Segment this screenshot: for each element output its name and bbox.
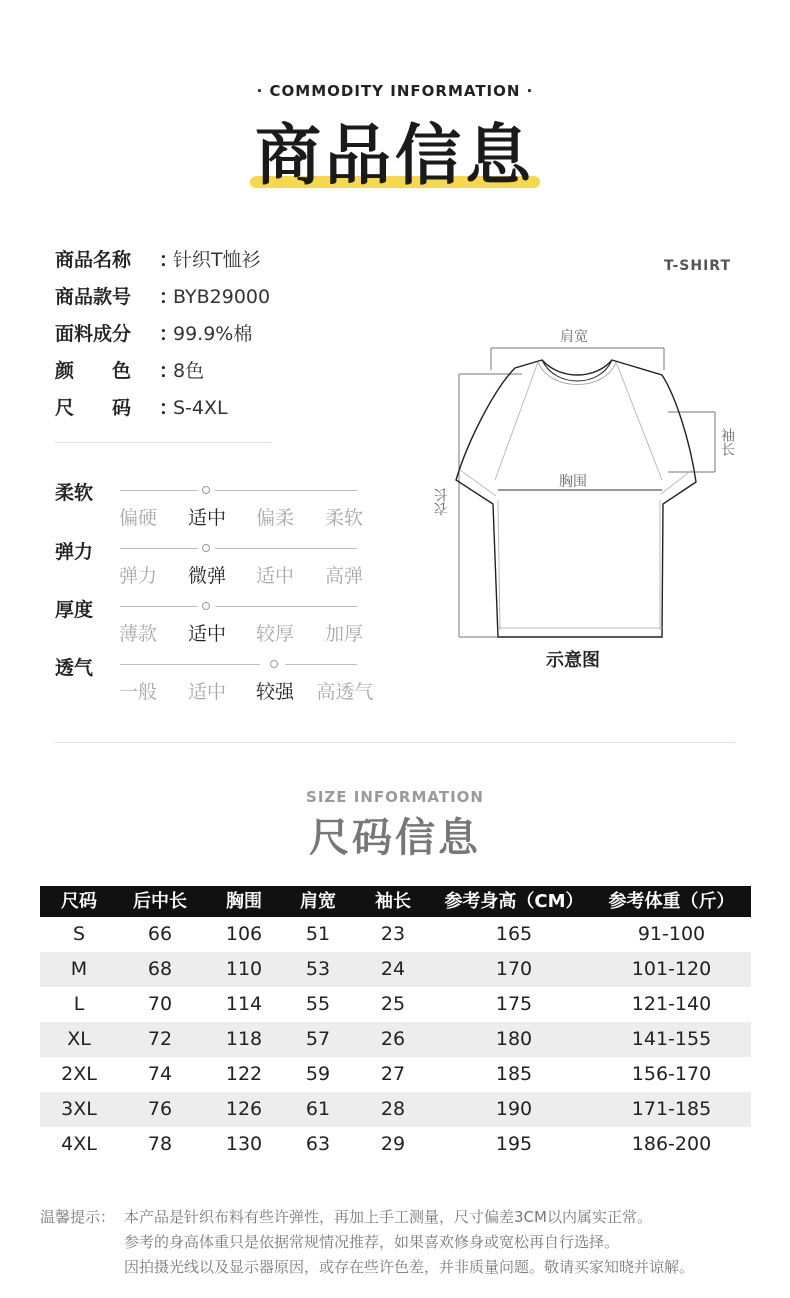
col-header: 参考身高（CM） [444, 891, 584, 912]
notes-label: 温馨提示： [40, 1208, 116, 1226]
attr-option-selected: 适中 [187, 507, 226, 529]
commodity-info-subtitle: · COMMODITY INFORMATION · [256, 82, 534, 100]
info-colon: ： [159, 249, 179, 271]
cell: 180 [495, 1028, 533, 1050]
cell: 101-120 [631, 958, 712, 980]
cell: 53 [305, 958, 331, 980]
attr-option: 适中 [187, 681, 226, 703]
attr-option: 薄款 [118, 623, 157, 645]
scale-line [215, 548, 357, 549]
cell: 118 [225, 1028, 263, 1050]
info-row-style-no [55, 283, 270, 311]
scale-line [215, 490, 357, 491]
sleeve-length-label: 袖长 [719, 428, 735, 456]
table-row [40, 1057, 751, 1092]
cell: 61 [305, 1098, 331, 1120]
cell: 63 [305, 1133, 331, 1155]
info-colon: ： [159, 286, 179, 308]
main-title-wrap [0, 118, 790, 194]
cell: 2XL [61, 1063, 97, 1085]
scale-marker [270, 660, 278, 668]
attr-option-selected: 较强 [255, 681, 294, 703]
cell: 175 [495, 993, 533, 1015]
cell: 156-170 [631, 1063, 712, 1085]
notes-line: 参考的身高体重只是依据常规情况推荐，如果喜欢修身或宽松再自行选择。 [124, 1233, 620, 1251]
tshirt-tag: T-SHIRT [664, 258, 732, 274]
col-header: 袖长 [375, 891, 411, 912]
attr-option-selected: 适中 [187, 623, 226, 645]
cell: 3XL [61, 1098, 97, 1120]
diagram-caption: 示意图 [546, 650, 600, 671]
col-header: 后中长 [133, 891, 187, 912]
attr-option: 弹力 [118, 565, 157, 587]
scale-marker [202, 544, 210, 552]
cell: 24 [380, 958, 406, 980]
notes-line: 本产品是针织布料有些许弹性，再加上手工测量，尺寸偏差3CM以内属实正常。 [124, 1208, 652, 1226]
scale-line [215, 606, 357, 607]
cell: 66 [147, 923, 173, 945]
attr-label-softness: 柔软 [55, 482, 94, 504]
info-divider [55, 442, 271, 443]
info-key: 尺 码 [55, 397, 132, 419]
col-header: 尺码 [61, 891, 97, 912]
cell: 25 [380, 993, 406, 1015]
attr-option: 高透气 [316, 681, 374, 703]
cell: 72 [147, 1028, 173, 1050]
cell: 68 [147, 958, 173, 980]
attr-option: 偏硬 [118, 507, 157, 529]
page-title: 商品信息 [255, 117, 535, 194]
cell: 106 [225, 923, 263, 945]
cell: 141-155 [631, 1028, 712, 1050]
cell: 122 [225, 1063, 263, 1085]
attr-option: 一般 [118, 681, 157, 703]
attr-option: 适中 [255, 565, 294, 587]
info-value: BYB29000 [173, 286, 271, 308]
cell: 74 [147, 1063, 173, 1085]
table-row [40, 917, 751, 952]
attr-label-thickness: 厚度 [55, 599, 94, 621]
cell: 186-200 [631, 1133, 712, 1155]
cell: 28 [380, 1098, 406, 1120]
info-key: 商品名称 [55, 249, 132, 271]
scale-marker [202, 602, 210, 610]
cell: 165 [495, 923, 533, 945]
attr-option-selected: 微弹 [187, 565, 226, 587]
attr-label-elasticity: 弹力 [55, 541, 94, 563]
cell: M [70, 958, 88, 980]
cell: 110 [225, 958, 263, 980]
col-header: 参考体重（斤） [608, 891, 735, 912]
cell: 27 [380, 1063, 406, 1085]
cell: 29 [380, 1133, 406, 1155]
size-table [40, 886, 751, 1162]
notes-line: 因拍摄光线以及显示器原因，或存在些许色差，并非质量问题。敬请买家知晓并谅解。 [124, 1258, 695, 1276]
info-colon: ： [159, 323, 179, 345]
cell: 130 [225, 1133, 263, 1155]
attr-label-breathability: 透气 [55, 657, 94, 679]
scale-line [285, 664, 357, 665]
cell: 185 [495, 1063, 533, 1085]
scale-line [120, 548, 198, 549]
cell: 114 [225, 993, 263, 1015]
cell: 195 [495, 1133, 533, 1155]
info-value: 针织T恤衫 [173, 249, 261, 271]
body-length-label: 衣长 [434, 488, 450, 516]
cell: 78 [147, 1133, 173, 1155]
info-row-color [55, 357, 204, 385]
info-key: 面料成分 [55, 323, 132, 345]
chest-label: 胸围 [559, 474, 587, 490]
cell: 190 [495, 1098, 533, 1120]
cell: XL [67, 1028, 91, 1050]
tshirt-diagram [450, 340, 730, 645]
size-info-title: 尺码信息 [309, 815, 481, 861]
attr-option: 偏柔 [255, 507, 294, 529]
info-row-fabric [55, 320, 252, 348]
table-row [40, 952, 751, 987]
cell: 171-185 [631, 1098, 712, 1120]
col-header: 肩宽 [300, 891, 336, 912]
cell: 57 [305, 1028, 331, 1050]
info-value: 99.9%棉 [173, 323, 253, 345]
attr-option: 柔软 [324, 507, 363, 529]
col-header: 胸围 [226, 891, 262, 912]
cell: 91-100 [637, 923, 706, 945]
cell: 55 [305, 993, 331, 1015]
cell: 121-140 [631, 993, 712, 1015]
table-header-row [40, 886, 751, 917]
scale-line [120, 664, 260, 665]
cell: 170 [495, 958, 533, 980]
cell: 23 [380, 923, 406, 945]
info-value: 8色 [173, 360, 205, 382]
attr-option: 较厚 [255, 623, 294, 645]
info-colon: ： [159, 397, 179, 419]
info-key: 商品款号 [55, 286, 132, 308]
cell: L [73, 993, 85, 1015]
info-value: S-4XL [173, 397, 228, 419]
cell: S [72, 923, 86, 945]
attr-option: 加厚 [324, 623, 363, 645]
table-row [40, 1092, 751, 1127]
shoulder-width-label: 肩宽 [560, 329, 588, 345]
cell: 26 [380, 1028, 406, 1050]
attr-option: 高弹 [324, 565, 363, 587]
cell: 76 [147, 1098, 173, 1120]
info-row-name [55, 246, 261, 274]
table-row [40, 1127, 751, 1162]
cell: 51 [305, 923, 331, 945]
section-divider [55, 742, 735, 743]
info-row-size [55, 394, 228, 422]
table-row [40, 1022, 751, 1057]
cell: 70 [147, 993, 173, 1015]
cell: 4XL [61, 1133, 97, 1155]
scale-line [120, 606, 198, 607]
info-key: 颜 色 [55, 360, 132, 382]
scale-line [120, 490, 198, 491]
size-info-subtitle: SIZE INFORMATION [306, 788, 484, 806]
scale-marker [202, 486, 210, 494]
cell: 59 [305, 1063, 331, 1085]
info-colon: ： [159, 360, 179, 382]
table-row [40, 987, 751, 1022]
cell: 126 [225, 1098, 263, 1120]
